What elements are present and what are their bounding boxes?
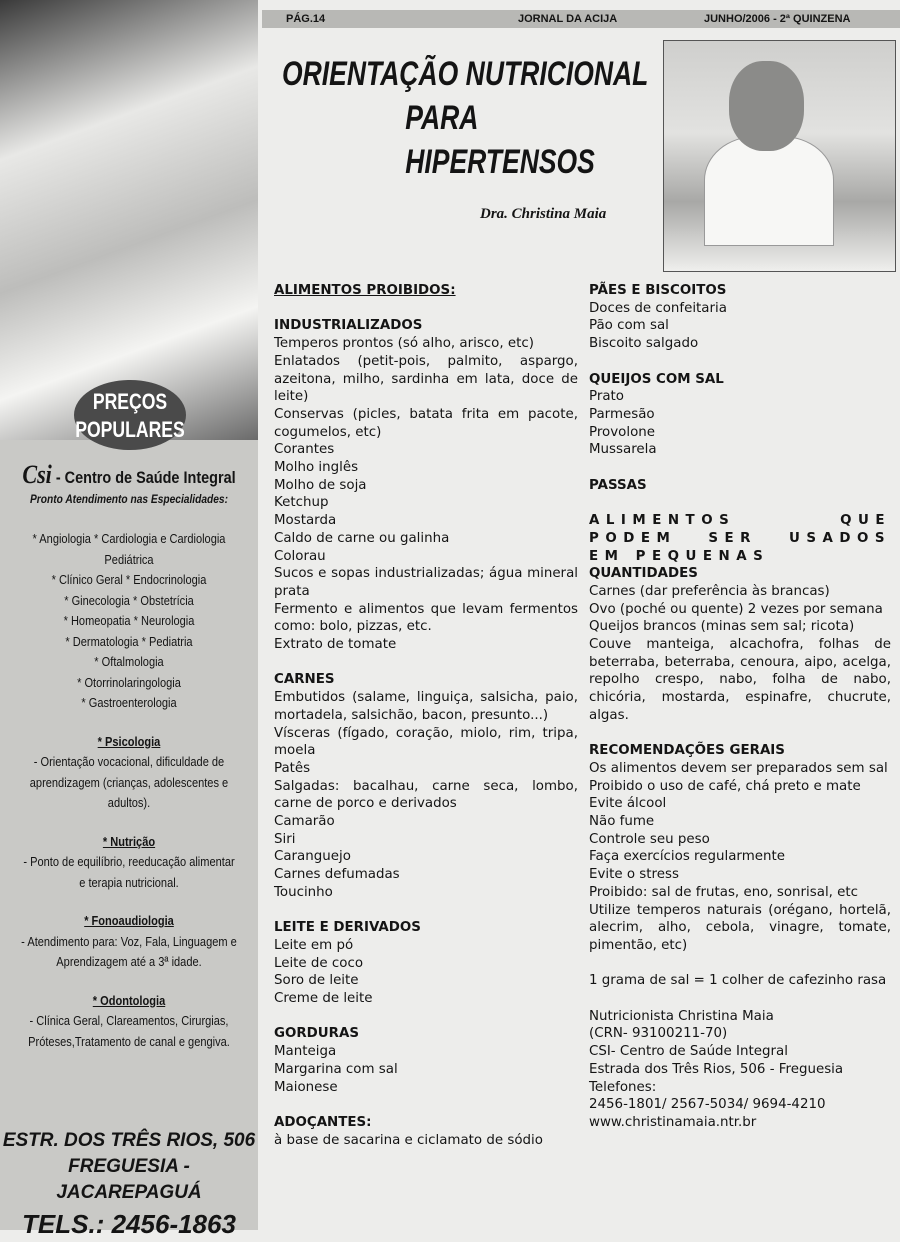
- author-photo: [663, 40, 896, 272]
- badge-line: PREÇOS: [92, 389, 168, 414]
- article-author: Dra. Christina Maia: [480, 206, 607, 222]
- advertisement-sidebar: [0, 0, 258, 1239]
- section-heading: PASSAS: [589, 477, 647, 493]
- page-number: PÁG.14: [286, 13, 326, 25]
- section-heading: LEITE E DERIVADOS: [274, 920, 421, 936]
- specialty-item: * Homeopatia * Neurologia: [63, 613, 195, 628]
- spacer: [589, 459, 891, 477]
- service-description: - Atendimento para: Voz, Fala, Linguagem e Aprendizagem até a 3ª idade.: [21, 933, 237, 969]
- contact-line: www.christinamaia.ntr.br: [589, 1114, 757, 1130]
- list-item: Proibido o uso de café, chá preto e mate: [589, 778, 861, 794]
- title-line: ORIENTAÇÃO NUTRICIONAL: [282, 55, 649, 93]
- list-item: Caldo de carne ou galinha: [274, 530, 450, 546]
- clinic-subtitle: Pronto Atendimento nas Especialidades:: [30, 491, 228, 506]
- newspaper-name: JORNAL DA ACIJA: [518, 13, 618, 25]
- list-item: Provolone: [589, 424, 655, 440]
- list-item: Corantes: [274, 442, 335, 458]
- list-item: Creme de leite: [274, 991, 373, 1007]
- contact-line: 2456-1801/ 2567-5034/ 9694-4210: [589, 1097, 826, 1113]
- contact-line: (CRN- 93100211-70): [589, 1026, 728, 1042]
- clinic-phone: TELS.: 2456-1863: [22, 1209, 236, 1239]
- list-item: Soro de leite: [274, 973, 359, 989]
- service-description: - Orientação vocacional, dificuldade de aprendizagem (crianças, adolescentes e adultos).: [29, 754, 229, 810]
- list-item: Fermento e alimentos que levam fermentos como: bolo, pizzas, etc.: [274, 601, 578, 635]
- list-item: Doces de confeitaria: [589, 300, 727, 316]
- section-heading: GORDURAS: [274, 1026, 359, 1042]
- clinic-address: [0, 1128, 258, 1242]
- service-title: * Odontologia: [92, 992, 166, 1008]
- list-item: Faça exercícios regularmente: [589, 849, 785, 865]
- list-item: Mussarela: [589, 442, 657, 458]
- specialty-item: * Ginecologia * Obstetrícia: [64, 592, 194, 608]
- spacer: [589, 990, 891, 1008]
- contact-line: Telefones:: [589, 1079, 657, 1095]
- list-item: Maionese: [274, 1079, 338, 1095]
- services-list: [19, 732, 238, 1053]
- clinic-info: [19, 460, 238, 1052]
- spacer: [589, 955, 891, 973]
- address-line: ESTR. DOS TRÊS RIOS, 506: [2, 1130, 256, 1151]
- list-item: Salgadas: bacalhau, carne seca, lombo, carne de porco e derivados: [274, 778, 578, 812]
- list-item: Proibido: sal de frutas, eno, sonrisal, etc: [589, 884, 859, 900]
- list-item: Os alimentos devem ser preparados sem sal: [589, 760, 888, 776]
- section-heading: ALIMENTOS QUE PODEM SER USADOS EM PEQUENAS: [589, 513, 891, 564]
- list-item: Patês: [274, 760, 311, 776]
- service-description: - Clínica Geral, Clareamentos, Cirurgias, Próteses,Tratamento de canal e gengiva.: [28, 1013, 230, 1049]
- list-item: Biscoito salgado: [589, 336, 699, 352]
- spacer: [274, 654, 578, 672]
- list-item: Colorau: [274, 548, 326, 564]
- specialty-item: * Dermatologia * Pediatria: [65, 633, 193, 649]
- list-item: Toucinho: [274, 884, 333, 900]
- list-item: Molho inglês: [274, 460, 359, 476]
- list-item: Couve manteiga, alcachofra, folhas de beterraba, beterraba, cenoura, aipo, acelga, repolho crespo, nabo, folha de nabo, chicória, mostarda, espinafre, chucrute, algas.: [589, 637, 891, 723]
- list-item: Siri: [274, 831, 296, 847]
- service-title: * Fonoaudiologia: [84, 913, 174, 928]
- article-title: [282, 52, 649, 184]
- list-item: Molho de soja: [274, 477, 367, 493]
- photo-figure: [704, 136, 834, 246]
- contact-line: Estrada dos Três Rios, 506 - Freguesia: [589, 1061, 844, 1077]
- specialties-list: [19, 529, 238, 714]
- section-heading: RECOMENDAÇÕES GERAIS: [589, 743, 785, 759]
- precos-populares-badge: [74, 380, 186, 450]
- list-item: Carnes (dar preferência às brancas): [589, 583, 830, 599]
- list-item: Camarão: [274, 814, 335, 830]
- list-item: Conservas (picles, batata frita em pacote, cogumelos, etc): [274, 406, 578, 440]
- article-column-right: [589, 282, 891, 1132]
- list-item: Carnes defumadas: [274, 867, 400, 883]
- spacer: [589, 725, 891, 743]
- list-item: Utilize temperos naturais (orégano, hortelã, alecrim, alho, cebola, vinagre, tomate, pimentão, etc): [589, 902, 891, 953]
- specialty-item: * Gastroenterologia: [81, 695, 177, 710]
- photo-head: [729, 61, 804, 151]
- article-column-left: [274, 282, 578, 1149]
- section-heading: QUANTIDADES: [589, 566, 698, 582]
- doctor-photo: [0, 0, 258, 440]
- section-heading: INDUSTRIALIZADOS: [274, 318, 423, 334]
- section-heading: ALIMENTOS PROIBIDOS:: [274, 283, 456, 298]
- spacer: [589, 494, 891, 512]
- specialty-item: * Clínico Geral * Endocrinologia: [51, 572, 207, 587]
- list-item: Ovo (poché ou quente) 2 vezes por semana: [589, 601, 883, 617]
- list-item: Temperos prontos (só alho, arisco, etc): [274, 336, 534, 352]
- list-item: Manteiga: [274, 1044, 337, 1060]
- list-item: Margarina com sal: [274, 1061, 398, 1077]
- list-item: Embutidos (salame, linguiça, salsicha, paio, mortadela, salsichão, bacon, presunto...): [274, 690, 578, 723]
- specialty-item: * Otorrinolaringologia: [77, 674, 181, 690]
- list-item: Evite o stress: [589, 867, 679, 883]
- service-title: * Psicologia: [97, 733, 161, 749]
- specialty-item: * Angiologia * Cardiologia e Cardiologia Pediátrica: [32, 531, 226, 567]
- list-item: Sucos e sopas industrializadas; água mineral prata: [274, 566, 578, 599]
- list-item: Mostarda: [274, 513, 337, 529]
- list-item: Leite em pó: [274, 937, 354, 953]
- list-item: Leite de coco: [274, 955, 364, 971]
- list-item: Não fume: [589, 814, 655, 830]
- list-item: Ketchup: [274, 495, 329, 511]
- section-heading: PÃES E BISCOITOS: [589, 283, 727, 298]
- section-heading: ADOÇANTES:: [274, 1114, 372, 1130]
- spacer: [274, 1096, 578, 1114]
- list-item: à base de sacarina e ciclamato de sódio: [274, 1132, 543, 1148]
- list-item: Queijos brancos (minas sem sal; ricota): [589, 619, 855, 635]
- page-header-bar: [262, 10, 900, 28]
- list-item: Pão com sal: [589, 318, 669, 334]
- contact-line: CSI- Centro de Saúde Integral: [589, 1044, 788, 1060]
- salt-note: 1 grama de sal = 1 colher de cafezinho rasa: [589, 973, 887, 989]
- list-item: Extrato de tomate: [274, 637, 397, 653]
- list-item: Vísceras (fígado, coração, miolo, rim, tripa, moela: [274, 725, 578, 759]
- list-item: Parmesão: [589, 406, 655, 422]
- title-line: PARA HIPERTENSOS: [405, 99, 595, 181]
- clinic-name: [19, 460, 238, 489]
- section-heading: CARNES: [274, 672, 335, 688]
- list-item: Caranguejo: [274, 849, 351, 865]
- spacer: [274, 1008, 578, 1026]
- list-item: Controle seu peso: [589, 831, 710, 847]
- list-item: Evite álcool: [589, 796, 667, 812]
- csi-logo: Csi: [22, 460, 52, 489]
- list-item: Enlatados (petit-pois, palmito, aspargo, azeitona, milho, sardinha em lata, doce de leite): [274, 353, 578, 405]
- section-heading: QUEIJOS COM SAL: [589, 371, 724, 387]
- issue-date: JUNHO/2006 - 2ª QUINZENA: [704, 13, 851, 25]
- org-name: - Centro de Saúde Integral: [51, 468, 236, 487]
- specialty-item: * Oftalmologia: [94, 654, 164, 669]
- badge-line: POPULARES: [75, 417, 185, 442]
- service-description: - Ponto de equilíbrio, reeducação alimentar e terapia nutricional.: [23, 854, 235, 890]
- spacer: [274, 902, 578, 920]
- address-line: FREGUESIA - JACAREPAGUÁ: [56, 1156, 202, 1203]
- list-item: Prato: [589, 389, 624, 405]
- contact-line: Nutricionista Christina Maia: [589, 1008, 774, 1024]
- spacer: [589, 353, 891, 371]
- service-title: * Nutrição: [102, 833, 156, 849]
- spacer: [274, 300, 578, 318]
